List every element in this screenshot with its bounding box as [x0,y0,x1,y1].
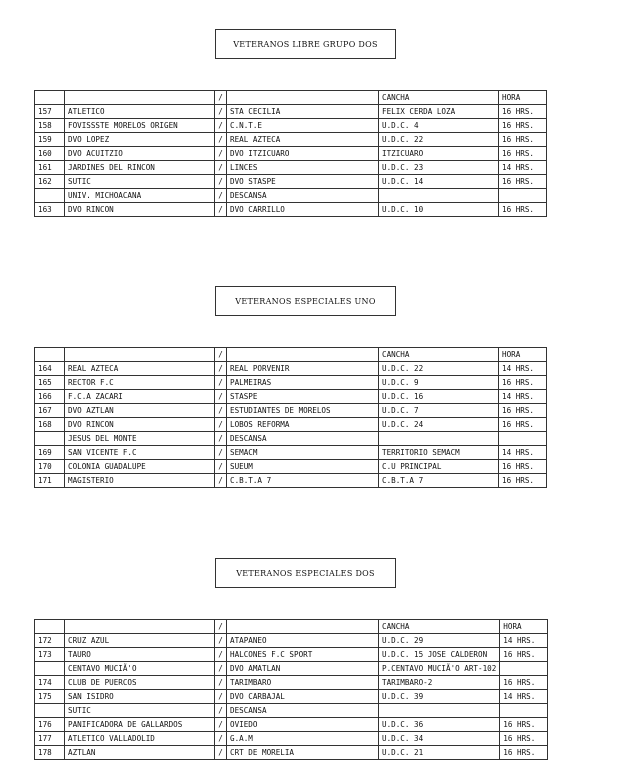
away-team-cell: C.B.T.A 7 [227,474,379,488]
table-row [35,690,548,704]
home-team-cell [65,91,215,105]
away-team-cell: REAL PORVENIR [227,362,379,376]
home-team-cell: REAL AZTECA [65,362,215,376]
time-cell: 14 HRS. [499,446,547,460]
away-team-cell: ESTUDIANTES DE MORELOS [227,404,379,418]
match-number-cell: 160 [35,147,65,161]
home-team-cell: PANIFICADORA DE GALLARDOS [65,718,215,732]
time-cell: 16 HRS. [499,376,547,390]
table-row [35,161,547,175]
versus-separator-cell: / [215,446,227,460]
time-cell: 16 HRS. [500,676,548,690]
away-team-cell: DVO CARBAJAL [227,690,379,704]
table-header-row [35,620,548,634]
match-number-cell: 165 [35,376,65,390]
versus-separator-cell: / [215,620,227,634]
match-number-cell: 162 [35,175,65,189]
away-team-cell [227,91,379,105]
versus-separator-cell: / [215,175,227,189]
field-cell [379,704,500,718]
field-cell: U.D.C. 34 [379,732,500,746]
versus-separator-cell: / [215,418,227,432]
field-cell: CANCHA [379,620,500,634]
match-number-cell: 175 [35,690,65,704]
table-row [35,147,547,161]
away-team-cell: DESCANSA [227,704,379,718]
table-row [35,376,547,390]
time-cell: 16 HRS. [499,404,547,418]
away-team-cell: SEMACM [227,446,379,460]
fixtures-table-veteranos-especiales-dos [34,619,548,760]
time-cell: 16 HRS. [499,147,547,161]
field-cell [379,432,499,446]
away-team-cell: TARIMBARO [227,676,379,690]
field-cell: U.D.C. 4 [379,119,499,133]
versus-separator-cell: / [215,203,227,217]
time-cell: 14 HRS. [499,161,547,175]
table-row [35,746,548,760]
versus-separator-cell: / [215,746,227,760]
time-cell: 16 HRS. [500,718,548,732]
away-team-cell: STA CECILIA [227,105,379,119]
match-number-cell: 174 [35,676,65,690]
away-team-cell [227,348,379,362]
time-cell: 16 HRS. [500,746,548,760]
match-number-cell [35,662,65,676]
versus-separator-cell: / [215,161,227,175]
versus-separator-cell: / [215,634,227,648]
away-team-cell [227,620,379,634]
match-number-cell: 171 [35,474,65,488]
time-cell: 14 HRS. [500,634,548,648]
home-team-cell: CRUZ AZUL [65,634,215,648]
fixtures-table-veteranos-especiales-uno [34,347,547,488]
home-team-cell: DVO AZTLAN [65,404,215,418]
field-cell: C.B.T.A 7 [379,474,499,488]
match-number-cell: 167 [35,404,65,418]
field-cell: TERRITORIO SEMACM [379,446,499,460]
away-team-cell: DVO ITZICUARO [227,147,379,161]
versus-separator-cell: / [215,432,227,446]
versus-separator-cell: / [215,648,227,662]
time-cell: 14 HRS. [500,690,548,704]
away-team-cell: LINCES [227,161,379,175]
field-cell: U.D.C. 10 [379,203,499,217]
versus-separator-cell: / [215,133,227,147]
match-number-cell [35,189,65,203]
versus-separator-cell: / [215,460,227,474]
time-cell: 16 HRS. [499,133,547,147]
table-row [35,175,547,189]
table-row [35,105,547,119]
match-number-cell [35,620,65,634]
versus-separator-cell: / [215,376,227,390]
match-number-cell: 169 [35,446,65,460]
section-title-veteranos-especiales-dos: VETERANOS ESPECIALES DOS [215,558,396,588]
versus-separator-cell: / [215,105,227,119]
home-team-cell: DVO RINCON [65,203,215,217]
field-cell: U.D.C. 36 [379,718,500,732]
versus-separator-cell: / [215,189,227,203]
table-row [35,732,548,746]
match-number-cell [35,91,65,105]
away-team-cell: ATAPANEO [227,634,379,648]
versus-separator-cell: / [215,348,227,362]
home-team-cell: JARDINES DEL RINCON [65,161,215,175]
table-row [35,474,547,488]
time-cell: 16 HRS. [500,648,548,662]
home-team-cell: SUTIC [65,175,215,189]
match-number-cell: 178 [35,746,65,760]
field-cell [379,189,499,203]
home-team-cell: CLUB DE PUERCOS [65,676,215,690]
away-team-cell: DESCANSA [227,432,379,446]
time-cell [499,189,547,203]
away-team-cell: HALCONES F.C SPORT [227,648,379,662]
table-row [35,133,547,147]
away-team-cell: C.N.T.E [227,119,379,133]
match-number-cell: 173 [35,648,65,662]
versus-separator-cell: / [215,690,227,704]
time-cell: 16 HRS. [499,418,547,432]
away-team-cell: DESCANSA [227,189,379,203]
time-cell: HORA [500,620,548,634]
table-row [35,718,548,732]
match-number-cell: 168 [35,418,65,432]
home-team-cell: RECTOR F.C [65,376,215,390]
home-team-cell: MAGISTERIO [65,474,215,488]
match-number-cell: 170 [35,460,65,474]
table-row [35,418,547,432]
field-cell: U.D.C. 29 [379,634,500,648]
table-row [35,203,547,217]
match-number-cell: 159 [35,133,65,147]
home-team-cell: DVO LOPEZ [65,133,215,147]
home-team-cell: F.C.A ZACARI [65,390,215,404]
home-team-cell: ATLETICO [65,105,215,119]
match-number-cell: 166 [35,390,65,404]
versus-separator-cell: / [215,474,227,488]
away-team-cell: SUEUM [227,460,379,474]
match-number-cell [35,704,65,718]
versus-separator-cell: / [215,119,227,133]
match-number-cell [35,348,65,362]
away-team-cell: G.A.M [227,732,379,746]
versus-separator-cell: / [215,732,227,746]
field-cell: ITZICUARO [379,147,499,161]
versus-separator-cell: / [215,147,227,161]
home-team-cell [65,620,215,634]
away-team-cell: LOBOS REFORMA [227,418,379,432]
home-team-cell: SAN VICENTE F.C [65,446,215,460]
section-title-veteranos-especiales-uno: VETERANOS ESPECIALES UNO [215,286,396,316]
home-team-cell: FOVISSSTE MORELOS ORIGEN [65,119,215,133]
versus-separator-cell: / [215,704,227,718]
home-team-cell [65,348,215,362]
fixtures-table-veteranos-libre-grupo-dos [34,90,547,217]
field-cell: U.D.C. 7 [379,404,499,418]
time-cell: 14 HRS. [499,362,547,376]
table-header-row [35,91,547,105]
versus-separator-cell: / [215,91,227,105]
section-title-veteranos-libre-grupo-dos: VETERANOS LIBRE GRUPO DOS [215,29,396,59]
field-cell: U.D.C. 14 [379,175,499,189]
field-cell: U.D.C. 22 [379,362,499,376]
away-team-cell: DVO STASPE [227,175,379,189]
away-team-cell: DVO AMATLAN [227,662,379,676]
away-team-cell: DVO CARRILLO [227,203,379,217]
table-row [35,662,548,676]
table-row [35,648,548,662]
table-row [35,704,548,718]
match-number-cell: 177 [35,732,65,746]
table-row [35,119,547,133]
table-row [35,634,548,648]
time-cell: 14 HRS. [499,390,547,404]
time-cell: HORA [499,91,547,105]
field-cell: FELIX CERDA LOZA [379,105,499,119]
versus-separator-cell: / [215,390,227,404]
away-team-cell: PALMEIRAS [227,376,379,390]
field-cell: U.D.C. 23 [379,161,499,175]
home-team-cell: AZTLAN [65,746,215,760]
table-row [35,460,547,474]
table-row [35,390,547,404]
home-team-cell: ATLETICO VALLADOLID [65,732,215,746]
versus-separator-cell: / [215,362,227,376]
field-cell: CANCHA [379,91,499,105]
time-cell: HORA [499,348,547,362]
time-cell: 16 HRS. [499,105,547,119]
field-cell: C.U PRINCIPAL [379,460,499,474]
field-cell: U.D.C. 22 [379,133,499,147]
table-header-row [35,348,547,362]
versus-separator-cell: / [215,662,227,676]
field-cell: U.D.C. 21 [379,746,500,760]
home-team-cell: CENTAVO MUCIÃ'O [65,662,215,676]
table-row [35,432,547,446]
versus-separator-cell: / [215,718,227,732]
field-cell: TARIMBARO-2 [379,676,500,690]
home-team-cell: TAURO [65,648,215,662]
field-cell: U.D.C. 15 JOSE CALDERON [379,648,500,662]
field-cell: CANCHA [379,348,499,362]
match-number-cell: 157 [35,105,65,119]
match-number-cell: 158 [35,119,65,133]
home-team-cell: COLONIA GUADALUPE [65,460,215,474]
away-team-cell: REAL AZTECA [227,133,379,147]
field-cell: U.D.C. 24 [379,418,499,432]
table-row [35,404,547,418]
away-team-cell: STASPE [227,390,379,404]
home-team-cell: DVO RINCON [65,418,215,432]
time-cell [500,704,548,718]
home-team-cell: UNIV. MICHOACANA [65,189,215,203]
time-cell: 16 HRS. [499,474,547,488]
table-row [35,676,548,690]
time-cell: 16 HRS. [499,119,547,133]
home-team-cell: SAN ISIDRO [65,690,215,704]
table-row [35,189,547,203]
home-team-cell: JESUS DEL MONTE [65,432,215,446]
match-number-cell: 163 [35,203,65,217]
time-cell: 16 HRS. [499,203,547,217]
match-number-cell [35,432,65,446]
field-cell: P.CENTAVO MUCIÃ'O ART-102 [379,662,500,676]
away-team-cell: OVIEDO [227,718,379,732]
time-cell: 16 HRS. [499,460,547,474]
match-number-cell: 176 [35,718,65,732]
time-cell [499,432,547,446]
match-number-cell: 161 [35,161,65,175]
time-cell [500,662,548,676]
field-cell: U.D.C. 39 [379,690,500,704]
match-number-cell: 164 [35,362,65,376]
away-team-cell: CRT DE MORELIA [227,746,379,760]
field-cell: U.D.C. 16 [379,390,499,404]
home-team-cell: SUTIC [65,704,215,718]
home-team-cell: DVO ACUITZIO [65,147,215,161]
time-cell: 16 HRS. [500,732,548,746]
match-number-cell: 172 [35,634,65,648]
time-cell: 16 HRS. [499,175,547,189]
field-cell: U.D.C. 9 [379,376,499,390]
versus-separator-cell: / [215,676,227,690]
table-row [35,362,547,376]
table-row [35,446,547,460]
versus-separator-cell: / [215,404,227,418]
